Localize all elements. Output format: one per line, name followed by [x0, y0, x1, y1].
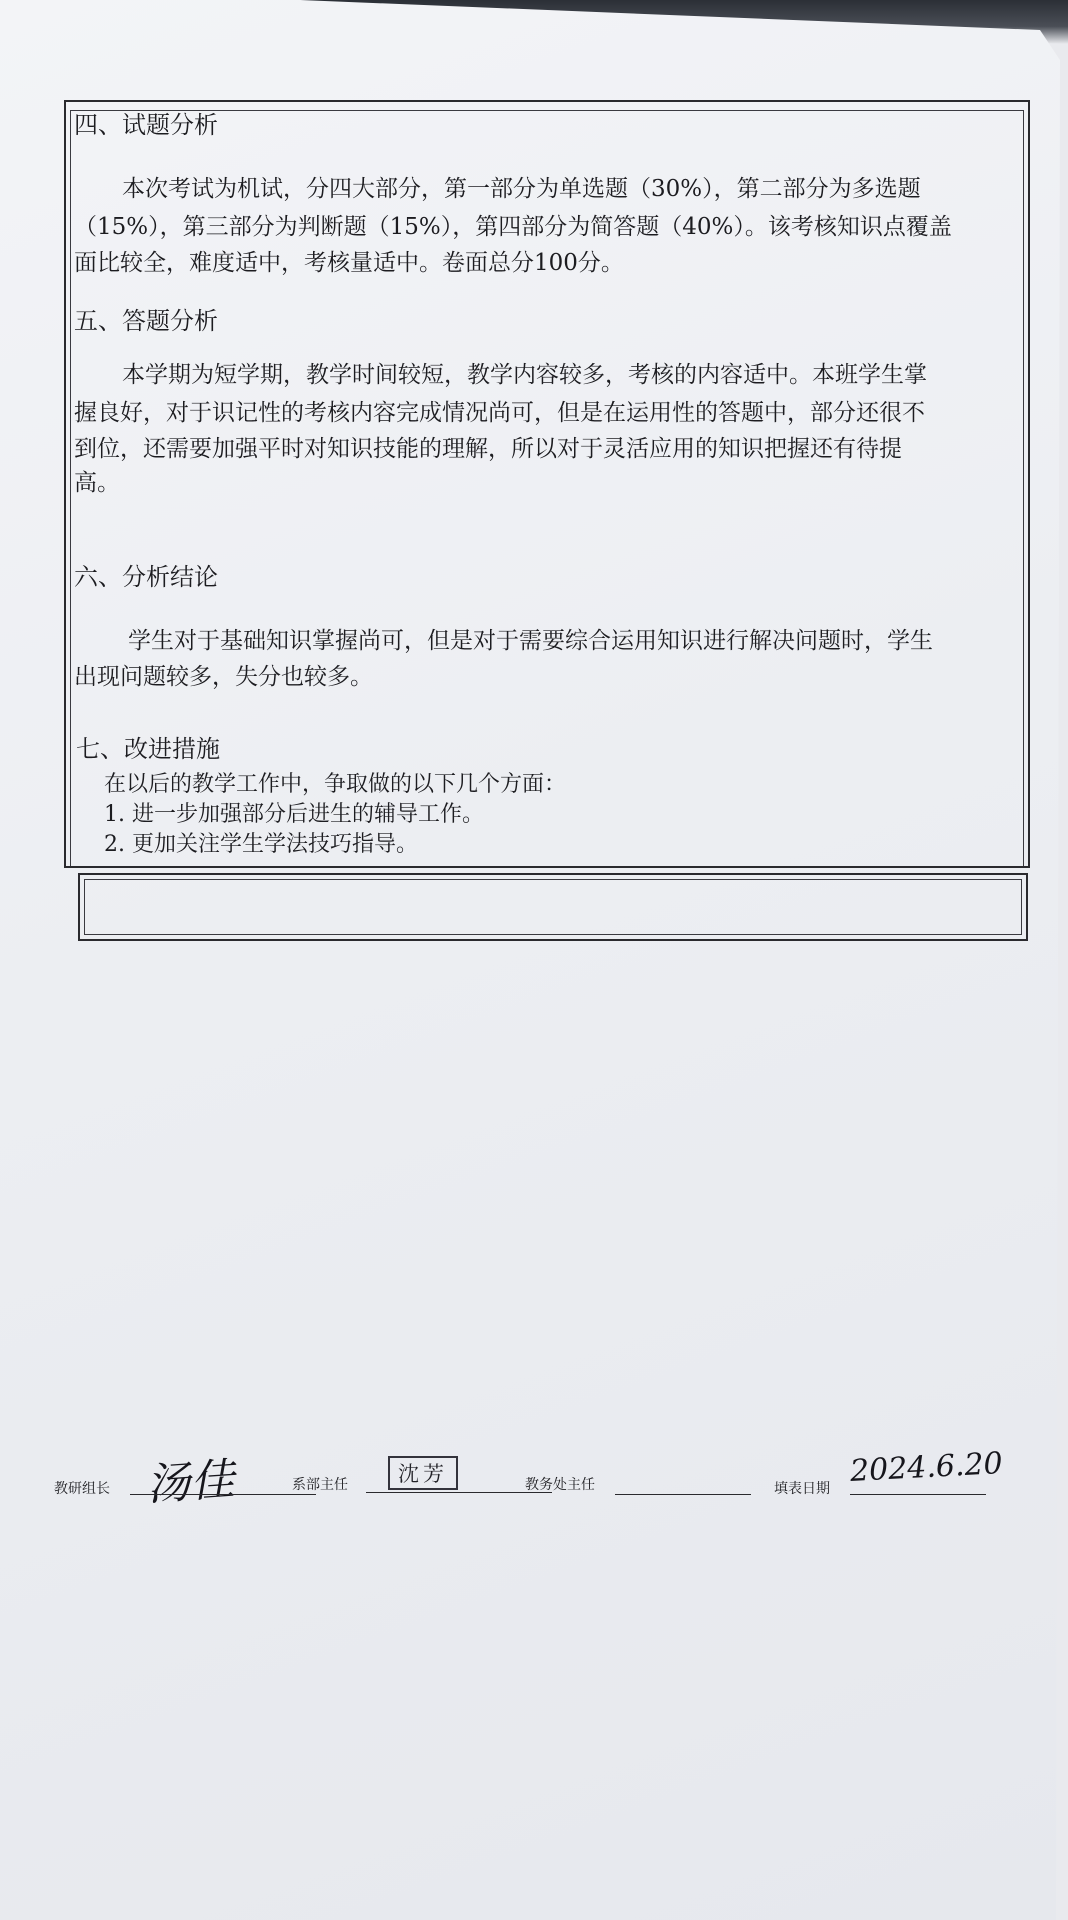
section-5-heading: 五、答题分析	[74, 307, 218, 335]
section-7-item-1: 1. 进一步加强部分后进生的辅导工作。	[104, 802, 484, 827]
section-4-line-2: （15%），第三部分为判断题（15%），第四部分为简答题（40%）。该考核知识点覆盖	[74, 214, 952, 240]
dept-head-stamp: 沈芳	[388, 1456, 458, 1490]
section-4-heading: 四、试题分析	[74, 111, 218, 139]
section-7-item-2: 2. 更加关注学生学法技巧指导。	[104, 832, 418, 857]
section-6-heading: 六、分析结论	[74, 563, 218, 591]
table-divider	[70, 866, 1024, 868]
section-4-line-1: 本次考试为机试，分四大部分，第一部分为单选题（30%），第二部分为多选题	[122, 176, 921, 202]
section-5-line-2: 握良好，对于识记性的考核内容完成情况尚可，但是在运用性的答题中，部分还很不	[74, 400, 925, 426]
date-label: 填表日期	[774, 1481, 830, 1497]
dept-head-label: 系部主任	[292, 1477, 348, 1493]
academic-affairs-label: 教务处主任	[525, 1477, 595, 1493]
section-7-heading: 七、改进措施	[76, 735, 220, 763]
empty-table-cell-inner	[84, 879, 1022, 935]
date-line	[850, 1494, 986, 1495]
section-4-line-3: 面比较全，难度适中，考核量适中。卷面总分100分。	[74, 250, 624, 276]
group-leader-line	[130, 1494, 316, 1495]
group-leader-label: 教研组长	[54, 1481, 110, 1497]
date-handwritten: 2024.6.20	[849, 1446, 1004, 1489]
academic-affairs-line	[615, 1494, 751, 1495]
section-7-intro: 在以后的教学工作中，争取做的以下几个方面：	[104, 772, 567, 797]
section-5-line-3: 到位，还需要加强平时对知识技能的理解，所以对于灵活应用的知识把握还有待提	[74, 436, 902, 462]
section-6-line-1: 学生对于基础知识掌握尚可，但是对于需要综合运用知识进行解决问题时，学生	[128, 628, 933, 654]
section-5-line-1: 本学期为短学期，教学时间较短，教学内容较多，考核的内容适中。本班学生掌	[122, 362, 927, 388]
signature-row	[50, 1446, 1010, 1518]
section-5-line-4: 高。	[74, 470, 120, 496]
section-6-line-2: 出现问题较多，失分也较多。	[74, 664, 373, 690]
group-leader-signature: 汤佳	[144, 1453, 236, 1511]
